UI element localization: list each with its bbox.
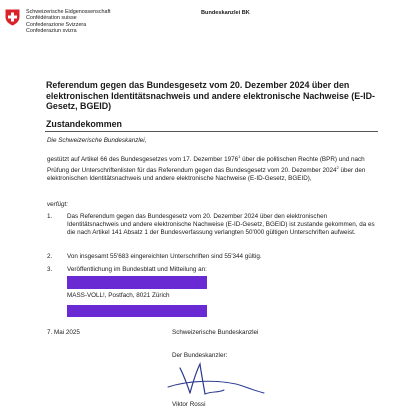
issuer-name: Schweizerische Bundeskanzlei: [172, 329, 259, 336]
item-number: 3.: [47, 266, 53, 273]
swiss-coat-of-arms-icon: [5, 9, 20, 26]
document-title: Referendum gegen das Bundesgesetz vom 20. Dezember 2024 über den elektronischen Identitätsnachweis und andere elektronische Nachweise (E-ID-Gesetz, BGEID): [46, 80, 375, 112]
basis-text: über die politischen Rechte (BPR) und nach Prüfung der Unterschriftenlisten für das Referendum gegen das Bundesgesetz vom 20. Dezember 2024: [47, 156, 365, 175]
redaction-block: [67, 305, 207, 317]
decision-item-text: Das Referendum gegen das Bundesgesetz vom 20. Dezember 2024 über den elektronischen Identitätsnachweis und andere elektronische Nachweise (E-ID-Gesetz, BGEID) ist zustande gekommen, da es die nach Artikel 141 Absatz 1 der Bundesverfassung verlangten 50'000 gültigen Unterschriften aufweist.: [67, 213, 375, 237]
legal-basis-paragraph: [47, 153, 377, 183]
footnote-ref-2: 2: [336, 165, 339, 171]
item-number: 2.: [47, 253, 53, 260]
office-name: Bundeskanzlei BK: [201, 10, 250, 16]
decision-item-text: Von insgesamt 55'683 eingereichten Unterschriften sind 55'344 gültig.: [67, 253, 262, 260]
agency-line: Schweizerische Eidgenossenschaft: [26, 9, 111, 15]
decree-label: verfügt:: [47, 201, 68, 208]
signatory-name: Viktor Rossi: [172, 401, 206, 408]
item-number: 1.: [47, 213, 53, 220]
handwritten-signature: [160, 360, 270, 402]
redaction-block: [67, 276, 207, 289]
agency-line: Confederaziun svizra: [26, 28, 77, 35]
basis-text: gestützt auf Artikel 66 des Bundesgesetzes vom 17. Dezember 1976: [47, 156, 239, 164]
basis-text: über den elektronischen Identitätsnachweis und andere elektronische Nachweise (E-ID-Gesetz, BGEID),: [47, 167, 366, 183]
intro-line: Die Schweizerische Bundeskanzlei,: [47, 137, 147, 144]
agency-line: Confederazione Svizzera: [26, 21, 87, 28]
decision-item-text: Veröffentlichung im Bundesblatt und Mitteilung an:: [67, 266, 207, 273]
footnote-ref-1: 1: [238, 154, 241, 159]
recipient-address: MASS-VOLL!, Postfach, 8021 Zürich: [67, 292, 170, 299]
agency-name-block: [26, 9, 111, 35]
section-divider: [45, 131, 378, 132]
document-date: 7. Mai 2025: [47, 329, 80, 336]
agency-line: Confédération suisse: [26, 15, 77, 22]
section-heading: Zustandekommen: [46, 119, 122, 129]
signatory-title: Der Bundeskanzler:: [172, 352, 228, 359]
